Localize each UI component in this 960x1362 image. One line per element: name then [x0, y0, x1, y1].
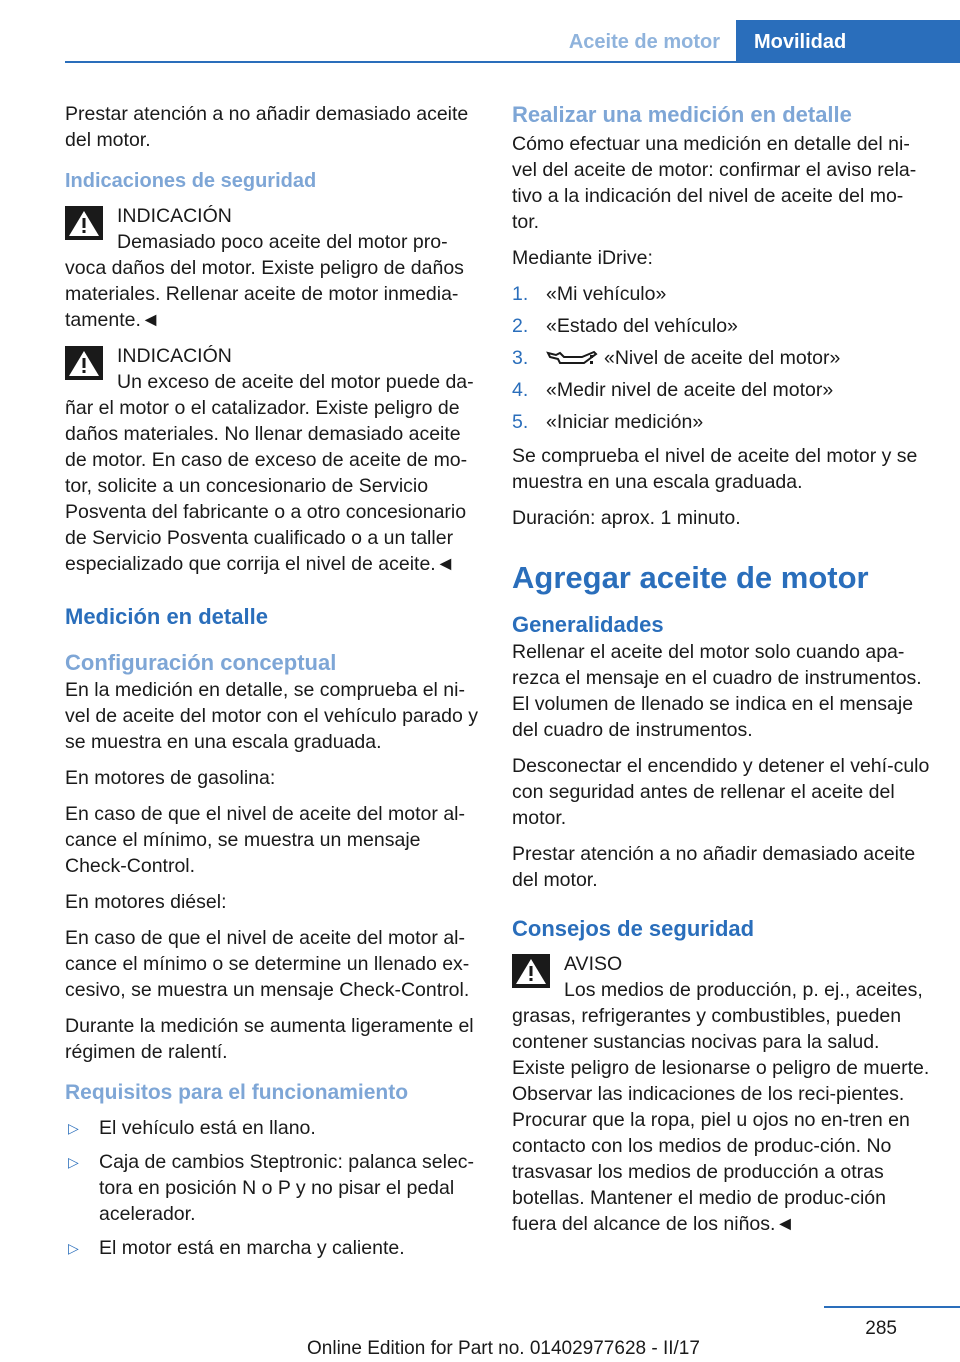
- list-item: 1. «Mi vehículo»: [512, 283, 667, 305]
- warning-icon: [65, 206, 103, 240]
- tips-heading: Consejos de seguridad: [512, 916, 755, 941]
- list-item: ▷ El vehículo está en llano.: [68, 1117, 316, 1139]
- concept-paragraph: En la medición en detalle, se comprueba el ni-vel de aceite del motor con el vehículo parado y se muestra en una escala graduada.: [65, 679, 478, 753]
- warning-box: [65, 343, 483, 577]
- general-paragraph: Prestar atención a no añadir demasiado aceite del motor.: [512, 843, 916, 891]
- left-column: [65, 101, 483, 1269]
- concept-paragraph: En motores diésel:: [65, 891, 227, 913]
- concept-heading: Configuración conceptual: [65, 650, 337, 675]
- warning-icon: [65, 346, 103, 380]
- list-item: 4. «Medir nivel de aceite del motor»: [512, 379, 834, 401]
- warning-text: Los medios de producción, p. ej., aceites, grasas, refrigerantes y combustibles, pueden contener sustancias nocivas para la salud. Existe peligro de lesionarse o peligro de muerte. Observar las indicaciones de los reci-pientes. Procurar que la ropa, piel u ojos no en-tren en contacto con los medios de produc-ción. No trasvasar los medios de producción a otras botellas. Mantener el medio de produc-ción fuera del alcance de los niños.◄: [512, 979, 930, 1235]
- footer-rule: [824, 1306, 960, 1308]
- idrive-steps: [512, 281, 930, 435]
- warning-label: INDICACIÓN: [117, 345, 232, 367]
- concept-paragraph: En motores de gasolina:: [65, 767, 276, 789]
- requirements-list: [65, 1115, 483, 1261]
- general-paragraph: Desconectar el encendido y detener el vehí-culo con seguridad antes de rellenar el aceite del motor.: [512, 755, 930, 829]
- safety-heading: Indicaciones de seguridad: [65, 170, 317, 192]
- measure-paragraph: Duración: aprox. 1 minuto.: [512, 507, 741, 529]
- list-item: 5. «Iniciar medición»: [512, 411, 704, 433]
- page-number: 285: [865, 1318, 897, 1339]
- section-title: Aceite de motor: [568, 31, 720, 53]
- triangle-bullet-icon: ▷: [68, 1120, 79, 1136]
- requirements-heading: Requisitos para el funcionamiento: [65, 1081, 409, 1104]
- right-column: [512, 101, 930, 1247]
- warning-text: Demasiado poco aceite del motor pro-voca daños del motor. Existe peligro de daños materiales. Rellenar aceite de motor inmedia-tamente.◄: [65, 231, 464, 331]
- general-heading: Generalidades: [512, 612, 664, 637]
- measure-paragraph: Mediante iDrive:: [512, 247, 653, 269]
- warning-label: AVISO: [564, 953, 623, 975]
- general-paragraph: Rellenar el aceite del motor solo cuando apa-rezca el mensaje en el cuadro de instrumentos. El volumen de llenado se indica en el mensaje del cuadro de instrumentos.: [512, 641, 922, 741]
- triangle-bullet-icon: ▷: [68, 1240, 79, 1256]
- concept-paragraph: En caso de que el nivel de aceite del motor al-cance el mínimo o se determine un llenado ex-cesivo, se muestra un mensaje Check-Control.: [65, 927, 470, 1001]
- concept-paragraph: En caso de que el nivel de aceite del motor al-cance el mínimo, se muestra un mensaje Check-Control.: [65, 803, 465, 877]
- header-rule: [65, 61, 960, 63]
- list-item: 3. «Nivel de aceite del motor»: [512, 347, 841, 369]
- page-header: [0, 0, 960, 62]
- oil-can-icon: [546, 349, 598, 369]
- warning-label: INDICACIÓN: [117, 205, 232, 227]
- add-oil-heading: Agregar aceite de motor: [512, 560, 869, 595]
- chapter-tab: Movilidad: [736, 20, 960, 62]
- measure-heading: Realizar una medición en detalle: [512, 102, 852, 127]
- edition-note: Online Edition for Part no. 01402977628 - II/17: [307, 1338, 700, 1359]
- list-item: 2. «Estado del vehículo»: [512, 315, 738, 337]
- warning-box: [65, 203, 483, 333]
- list-item: ▷ Caja de cambios Steptronic: palanca selec-tora en posición N o P y no pisar el pedal acelerador.: [68, 1151, 475, 1225]
- detail-heading: Medición en detalle: [65, 604, 268, 629]
- warning-box: [512, 951, 930, 1237]
- concept-paragraph: Durante la medición se aumenta ligeramente el régimen de ralentí.: [65, 1015, 474, 1063]
- measure-paragraph: Se comprueba el nivel de aceite del motor y se muestra en una escala graduada.: [512, 445, 918, 493]
- triangle-bullet-icon: ▷: [68, 1154, 79, 1170]
- warning-text: Un exceso de aceite del motor puede da-ñar el motor o el catalizador. Existe peligro de daños materiales. No llenar demasiado aceite de motor. En caso de exceso de aceite de mo-tor, solicite a un concesionario de Servicio Posventa del fabricante o a otro concesionario de Servicio Posventa cualificado o a un taller especializado que corrija el nivel de aceite.◄: [65, 371, 474, 575]
- list-item: ▷ El motor está en marcha y caliente.: [68, 1237, 405, 1259]
- measure-paragraph: Cómo efectuar una medición en detalle del ni-vel del aceite de motor: confirmar el aviso rela-tivo a la indicación del nivel de aceite del mo-tor.: [512, 133, 917, 233]
- intro-paragraph: Prestar atención a no añadir demasiado aceite del motor.: [65, 103, 469, 151]
- warning-icon: [512, 954, 550, 988]
